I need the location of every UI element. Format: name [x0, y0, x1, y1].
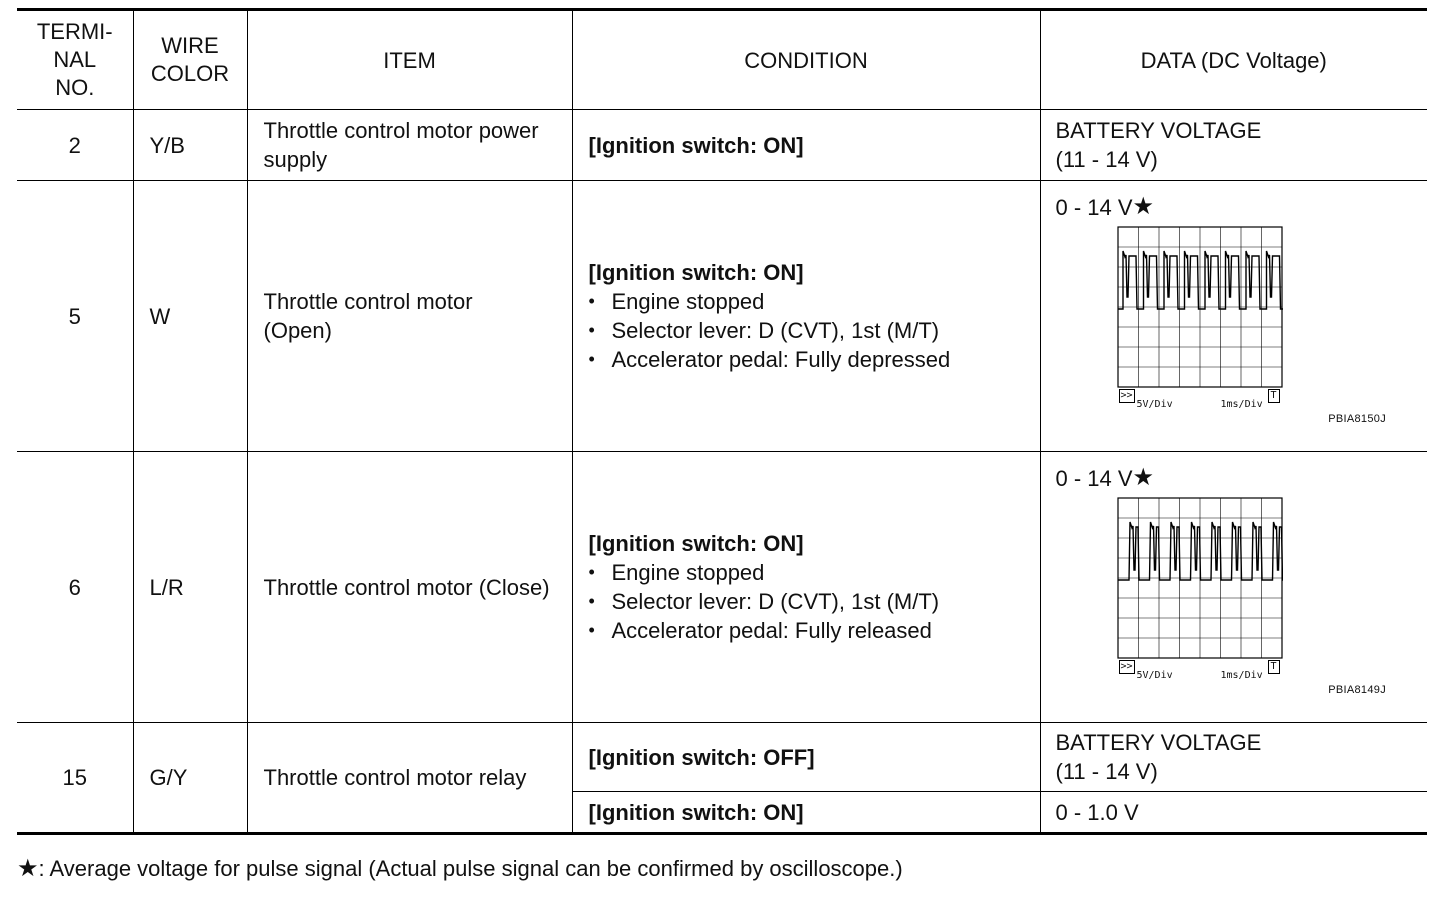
item-line: Throttle control motor — [263, 289, 473, 314]
star-icon: ★ — [1132, 464, 1155, 491]
scope-time-per-div: 1ms/Div — [1220, 670, 1263, 681]
terminal-table-wrapper — [17, 8, 1427, 835]
table-row — [17, 110, 1427, 181]
wire-color: G/Y — [133, 723, 247, 834]
scope-time-per-div: 1ms/Div — [1220, 399, 1263, 410]
header-terminal — [17, 10, 133, 110]
table-row — [17, 181, 1427, 452]
condition-cell — [572, 181, 1040, 452]
item-cell — [247, 723, 572, 834]
scope-volts-per-div: 5V/Div — [1136, 399, 1173, 410]
condition-bullet: • Engine stopped — [589, 558, 1040, 587]
header-item: ITEM — [247, 10, 572, 110]
data-line: 0 - 1.0 V — [1055, 799, 1139, 825]
star-icon: ★ — [1132, 193, 1155, 220]
condition-cell — [572, 452, 1040, 723]
wire-color: L/R — [133, 452, 247, 723]
item-cell — [247, 110, 572, 181]
header-terminal-line: NAL — [53, 47, 97, 72]
data-cell — [1040, 792, 1427, 834]
condition-list — [589, 558, 1040, 645]
oscilloscope-labels — [1117, 660, 1283, 681]
item-line: Throttle control motor power — [263, 118, 539, 143]
footnote — [17, 855, 903, 883]
header-wire-line: WIRE — [161, 33, 219, 58]
header-data: DATA (DC Voltage) — [1040, 10, 1427, 110]
scope-trigger: T — [1268, 660, 1280, 674]
item-line: (Open) — [263, 318, 332, 343]
data-cell — [1040, 723, 1427, 792]
data-line: BATTERY VOLTAGE — [1055, 730, 1262, 755]
wire-color: Y/B — [133, 110, 247, 181]
oscilloscope-screen — [1117, 497, 1283, 677]
data-cell — [1040, 110, 1427, 181]
condition-cell — [572, 792, 1040, 834]
condition-bullet: • Accelerator pedal: Fully released — [589, 616, 1040, 645]
wire-color: W — [133, 181, 247, 452]
condition-bullet: • Selector lever: D (CVT), 1st (M/T) — [589, 316, 1040, 345]
scope-arrows: >> — [1120, 661, 1133, 672]
condition-bullet: • Engine stopped — [589, 287, 1040, 316]
item-cell — [247, 181, 572, 452]
header-wire-color — [133, 10, 247, 110]
header-wire-line: COLOR — [150, 61, 230, 86]
item-line: Throttle control motor relay — [263, 765, 527, 790]
scope-volts-per-div: 5V/Div — [1136, 670, 1173, 681]
table-row — [17, 723, 1427, 792]
terminal-number: 2 — [17, 110, 133, 181]
condition-cell — [572, 723, 1040, 792]
condition-heading: [Ignition switch: ON] — [588, 260, 804, 285]
oscilloscope-figure — [1117, 226, 1283, 410]
figure-code: PBIA8150J — [1328, 413, 1386, 425]
terminal-number: 5 — [17, 181, 133, 452]
scope-arrows: >> — [1120, 390, 1133, 401]
star-icon: ★ — [17, 855, 39, 882]
condition-heading: [Ignition switch: ON] — [588, 531, 804, 556]
condition-list — [589, 287, 1040, 374]
figure-code: PBIA8149J — [1328, 684, 1386, 696]
footnote-text: : Average voltage for pulse signal (Actual pulse signal can be confirmed by oscilloscope.) — [38, 856, 903, 881]
header-terminal-line: TERMI- — [36, 19, 113, 44]
data-line: (11 - 14 V) — [1055, 759, 1158, 784]
terminal-number: 6 — [17, 452, 133, 723]
terminal-number: 15 — [17, 723, 133, 834]
condition-heading: [Ignition switch: ON] — [588, 799, 804, 825]
header-row — [17, 10, 1427, 110]
oscilloscope-figure — [1117, 497, 1283, 681]
condition-heading: [Ignition switch: OFF] — [588, 744, 815, 770]
condition-heading: [Ignition switch: ON] — [588, 132, 804, 158]
item-line: Throttle control motor (Close) — [263, 574, 550, 600]
scope-trigger: T — [1268, 389, 1280, 403]
oscilloscope-screen — [1117, 226, 1283, 406]
table-row — [17, 452, 1427, 723]
voltage-value: 0 - 14 V — [1055, 194, 1133, 220]
oscilloscope-labels — [1117, 389, 1283, 410]
header-condition: CONDITION — [572, 10, 1040, 110]
condition-bullet: • Selector lever: D (CVT), 1st (M/T) — [589, 587, 1040, 616]
voltage-reading — [1056, 463, 1428, 493]
condition-bullet: • Accelerator pedal: Fully depressed — [589, 345, 1040, 374]
item-cell — [247, 452, 572, 723]
voltage-value: 0 - 14 V — [1055, 465, 1133, 491]
data-cell — [1040, 181, 1427, 452]
data-line: (11 - 14 V) — [1055, 147, 1158, 172]
voltage-reading — [1056, 192, 1428, 222]
condition-cell — [572, 110, 1040, 181]
terminal-table — [17, 8, 1427, 835]
data-cell — [1040, 452, 1427, 723]
item-line: supply — [263, 147, 328, 172]
header-terminal-line: NO. — [55, 75, 95, 100]
data-line: BATTERY VOLTAGE — [1055, 118, 1262, 143]
